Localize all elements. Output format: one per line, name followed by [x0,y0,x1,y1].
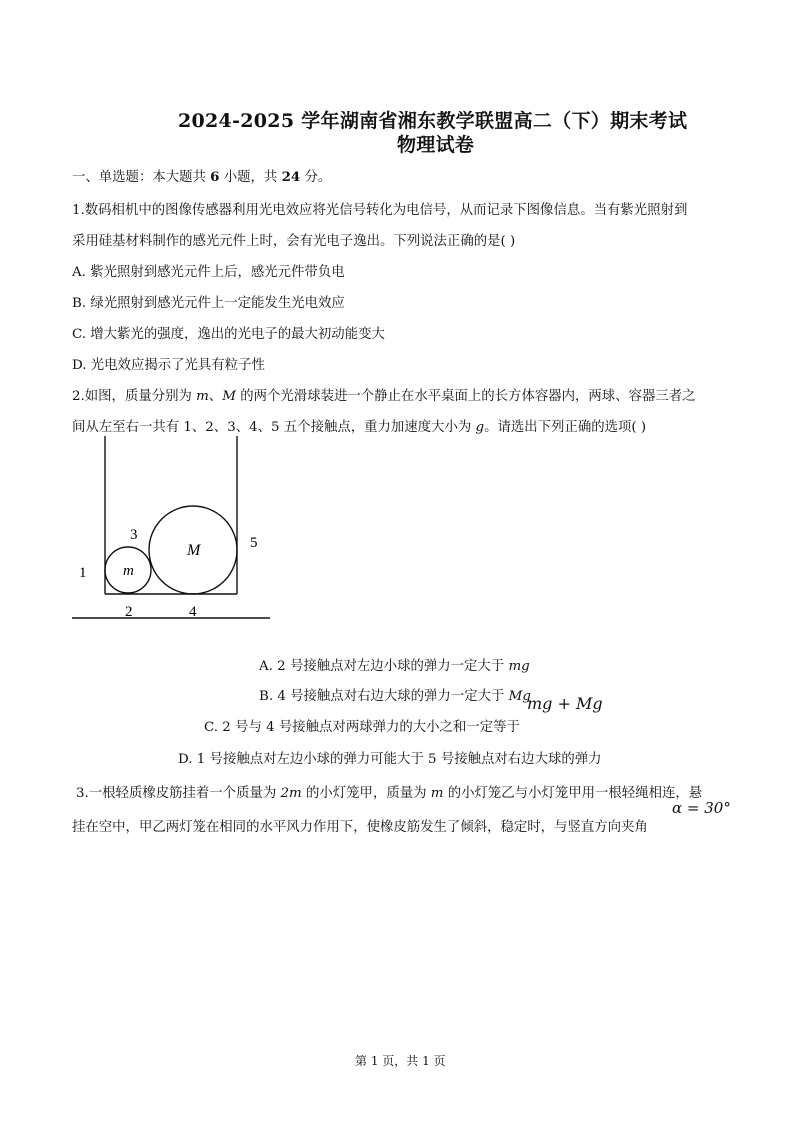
big-ball-label: M [187,542,201,559]
q1-stem-line2: 采用硅基材料制作的感光元件上时，会有光电子逸出。下列说法正确的是( ) [72,234,516,249]
contact-label-5: 5 [250,535,258,551]
q2-var-m: m [196,389,209,404]
q2-sep: 、 [208,389,223,404]
q2-option-c: C. 2 号与 4 号接触点对两球弹力的大小之和一定等于 [204,720,520,735]
q2-var-g: g [475,420,485,435]
section-pre: 一、单选题：本大题共 [72,170,211,185]
q1-stem-line1: 1.数码相机中的图像传感器利用光电效应将光信号转化为电信号，从而记录下图像信息。当有紫光照射到 [72,203,688,218]
q2-text: 。请选出下列正确的选项( ) [484,420,647,435]
q1-option-b: B. 绿光照射到感光元件上一定能发生光电效应 [72,296,345,311]
q3-var-2m: 2m [280,786,302,801]
contact-label-2: 2 [125,604,133,620]
q2-text: 的两个光滑球装进一个静止在水平桌面上的长方体容器内，两球、容器三者之 [235,389,696,404]
q2-text: 2.如图，质量分别为 [72,389,197,404]
section-post: 分。 [300,170,332,185]
page-title: 2024-2025 学年湖南省湘东教学联盟高二（下）期末考试 [178,110,688,132]
q1-option-c: C. 增大紫光的强度，逸出的光电子的最大初动能变大 [72,327,385,342]
q3-angle-formula: α = 30° [672,799,731,817]
q3-stem-line2: 挂在空中，甲乙两灯笼在相同的水平风力作用下，使橡皮筋发生了倾斜，稳定时，与竖直方向夹角 [72,820,648,835]
page-subtitle: 物理试卷 [397,134,475,156]
q3-stem-line1 [76,784,702,804]
q2-option-a [259,657,530,677]
small-ball-label: m [123,563,134,579]
q3-text: 3.一根轻质橡皮筋挂着一个质量为 [76,786,281,801]
q2-option-a-text: A. 2 号接触点对左边小球的弹力一定大于 [259,659,509,674]
q3-var-m: m [430,786,444,801]
q3-text: 的小灯笼乙与小灯笼甲用一根轻绳相连，悬 [443,786,703,801]
q2-option-b [259,687,531,707]
q2-option-a-var: mg [508,659,530,674]
q1-option-d: D. 光电效应揭示了光具有粒子性 [72,358,265,373]
q2-text: 间从左至右一共有 1、2、3、4、5 五个接触点，重力加速度大小为 [72,420,476,435]
q3-text: 的小灯笼甲，质量为 [301,786,431,801]
q2-option-b-formula: mg + Mg [527,694,603,713]
q2-option-d: D. 1 号接触点对左边小球的弹力可能大于 5 号接触点对右边大球的弹力 [178,752,602,767]
q2-figure [72,436,282,626]
q2-option-b-text: B. 4 号接触点对右边大球的弹力一定大于 [259,689,509,704]
q2-stem-line1 [72,387,696,407]
q1-option-a: A. 紫光照射到感光元件上后，感光元件带负电 [72,265,345,280]
section-heading [72,167,331,188]
contact-label-1: 1 [79,565,87,581]
section-mid: 小题，共 [219,170,282,185]
section-score: 24 [281,169,301,185]
page-footer: 第 1 页，共 1 页 [355,1054,446,1068]
q2-stem-line2 [72,418,646,438]
contact-label-4: 4 [189,604,197,620]
q2-var-M: M [222,389,236,404]
section-count: 6 [210,169,220,185]
q2-option-b-var: Mg [508,689,531,704]
contact-label-3: 3 [130,527,138,543]
